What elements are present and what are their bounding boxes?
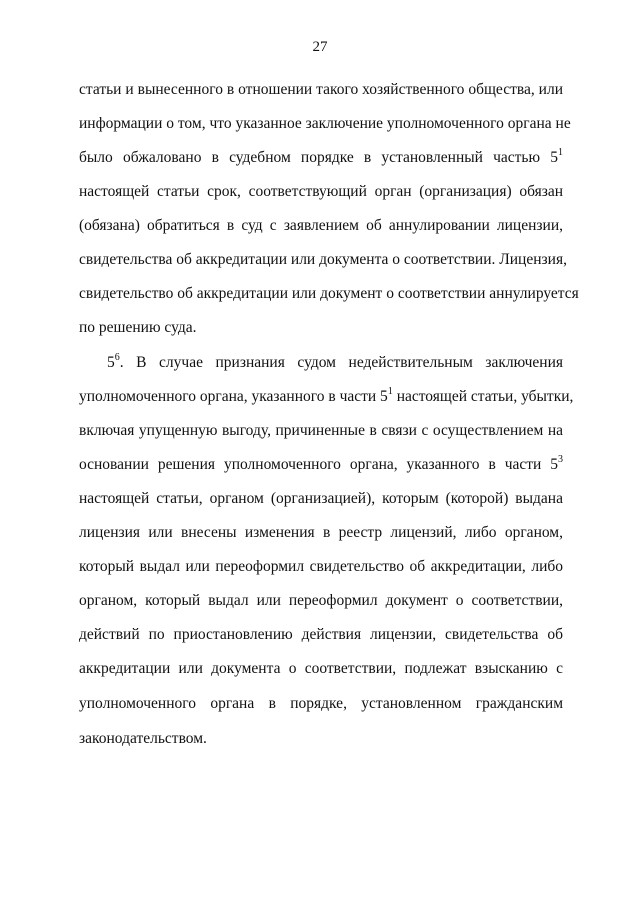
text-line: действий по приостановлению действия лицензии, свидетельства об [79, 626, 563, 643]
text-line: (обязана) обратиться в суд с заявлением об аннулировании лицензии, [79, 217, 563, 234]
text-line [107, 353, 563, 373]
text-line: законодательством. [79, 730, 207, 747]
superscript: 3 [558, 453, 563, 465]
text-run: настоящей статьи, убытки, [392, 388, 574, 405]
text-line: лицензия или внесены изменения в реестр лицензий, либо органом, [79, 524, 563, 541]
text-run: основании решения уполномоченного органа, указанного в части 5 [79, 456, 558, 473]
text-line [79, 385, 574, 407]
text-line: свидетельство об аккредитации или документ о соответствии аннулируется [79, 285, 579, 302]
text-line [79, 148, 563, 168]
superscript: 6 [114, 351, 120, 363]
text-line: включая упущенную выгоду, причиненные в связи с осуществлением на [79, 422, 563, 439]
text-run: 5 [107, 354, 115, 371]
text-line: органом, который выдал или переоформил документ о соответствии, [79, 592, 563, 609]
text-line: настоящей статьи, органом (организацией), которым (которой) выдана [79, 490, 563, 507]
text-line: уполномоченного органа в порядке, установленном гражданским [79, 695, 563, 712]
text-line: свидетельства об аккредитации или документа о соответствии. Лицензия, [79, 251, 567, 268]
text-line: настоящей статьи срок, соответствующий орган (организация) обязан [79, 183, 563, 200]
text-line: аккредитации или документа о соответствии, подлежат взысканию с [79, 660, 563, 677]
text-line: информации о том, что указанное заключение уполномоченного органа не [79, 115, 571, 132]
superscript: 1 [387, 385, 393, 397]
text-line: по решению суда. [79, 319, 197, 336]
text-line: статьи и вынесенного в отношении такого хозяйственного общества, или [79, 81, 563, 98]
text-run: уполномоченного органа, указанного в части 5 [79, 388, 388, 405]
text-run: было обжаловано в судебном порядке в установленный частью 5 [79, 149, 558, 166]
text-line [79, 455, 563, 475]
page-number: 27 [312, 39, 328, 55]
superscript: 1 [558, 146, 563, 158]
text-run: . В случае признания судом недействительным заключения [119, 354, 563, 371]
text-line: который выдал или переоформил свидетельство об аккредитации, либо [79, 558, 563, 575]
